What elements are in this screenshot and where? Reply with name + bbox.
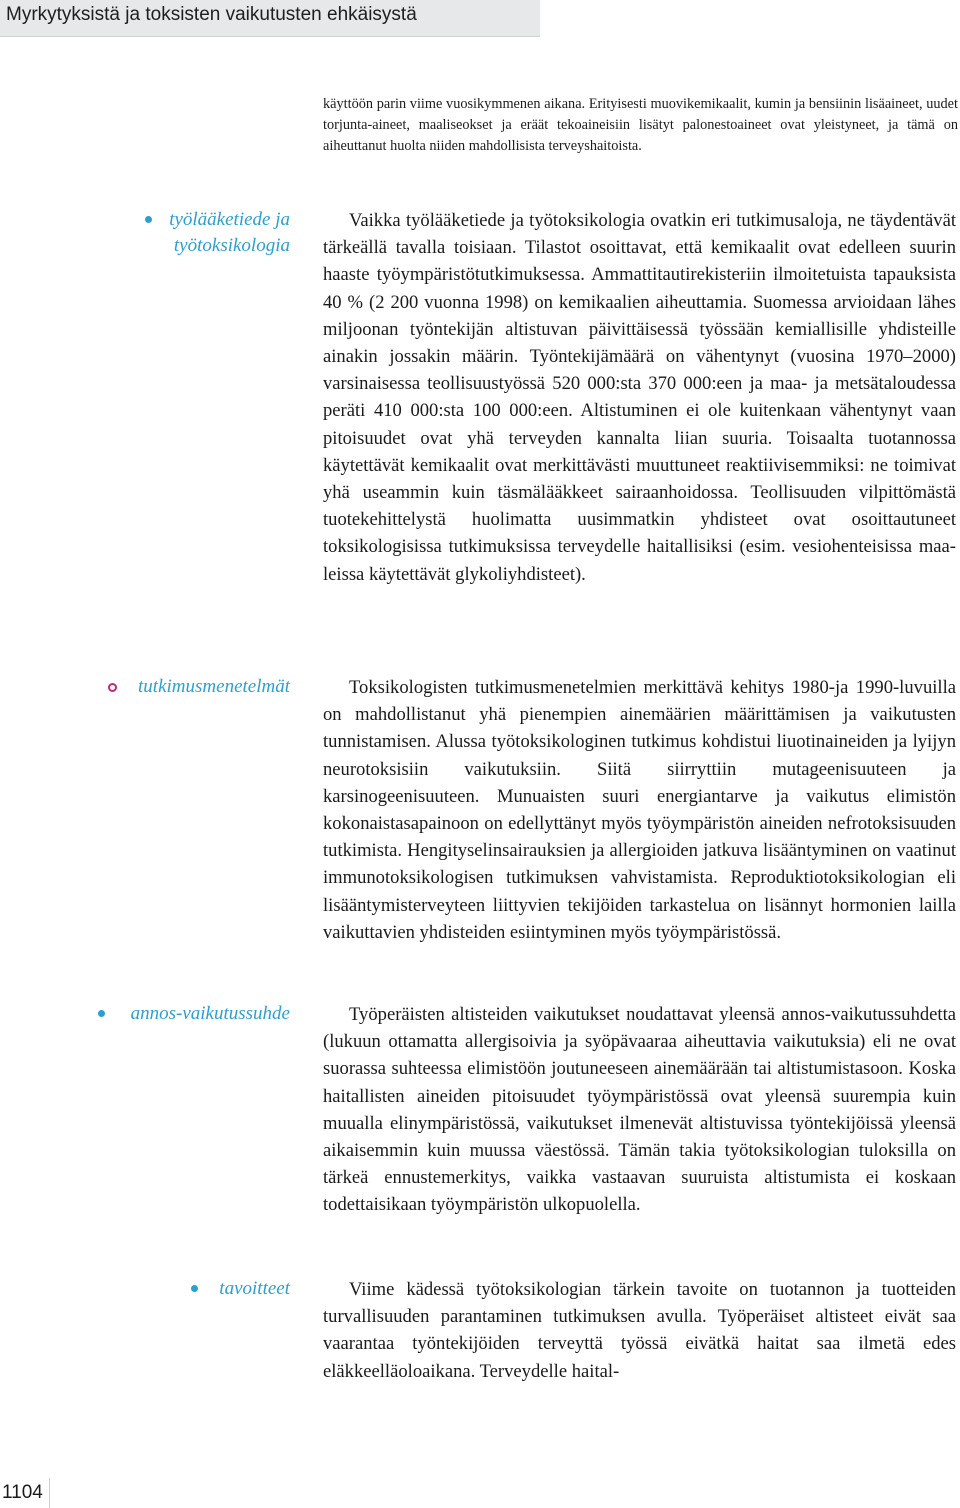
bullet-icon [191,1285,198,1292]
body-paragraph: Toksikologisten tutkimusmenetelmien merkittävä kehitys 1980-ja 1990-luvuilla on mahdollistanut yhä pienempien ainemäärien määrittämisen ja vaikutusten tunnistamisen. Alussa työtoksikologinen tutkimus kohdistui liuotinaineiden ja lyijyn neurotoksisiin vaikutuksiin. Siitä siirryttiin mutageenisuuteen ja karsinogeenisuuteen. Munuaisten suuri energiantarve ja vaikutus elimistön kokonaistasapainoon on edellyttänyt myös työympäristön aineiden nefrotoksisuuden tutkimista. Hengityselinsairauksien ja allergioiden jatkuva lisääntyminen on vaatinut immunotoksikologisen tutkimuksen vahvistamista. Reproduktiotoksikologian eli lisääntymisterveyteen liittyvien tekijöiden tarkastelua on lisännyt hormonien lailla vaikuttavien yhdisteiden esiintyminen myös työympäristössä. [323,677,956,943]
side-note-occupational-medicine [169,207,290,259]
bullet-icon [98,1010,105,1017]
side-note-goals [219,1276,290,1302]
side-note-line: annos-vaikutussuhde [130,1003,290,1024]
side-note-line: tavoitteet [219,1278,290,1299]
side-note-line: työtoksikologia [173,235,290,256]
intro-paragraph: käyttöön parin viime vuosikymmenen aikana. Erityisesti muovikemikaalit, kumin ja bensiinin lisäaineet, uudet torjunta-aineet, maaliseokset ja eräät tekoaineisiin lisätyt palonestoaineet ovat yleistyneet, ja tämä on aiheuttanut huolta niiden mahdollisista terveyshaitoista. [323,96,958,154]
body-paragraph: Työperäisten altisteiden vaikutukset noudattavat yleensä annos-vaikutussuhdetta (lukuun ottamatta allergisoivia ja syöpävaaraa aiheuttavia vaikutuksia) eli ne ovat suorassa suhteessa elimistöön joutuneeseen ainemäärään tai altistumistasoon. Koska haitallisten aineiden pitoisuudet työympäristössä ovat yleensä suurempia kuin muualla elinympäristössä, vaikutukset ilmenevät altistuvissa työntekijöissä yleensä aikaisemmin kuin muussa väestössä. Tämän takia työtoksikologian tuloksilla on tärkeä ennustemerkitys, vaikka vastaavan suuruista altistumista ei koskaan todettaisikaan työympäristön ulkopuolella. [323,1004,956,1216]
body-paragraph: Viime kädessä työtoksikologian tärkein tavoite on tuotannon ja tuotteiden turvallisuuden parantaminen tutkimuksen avulla. Työperäiset altisteet eivät saa vaarantaa työntekijöiden terveyttä työssä eivätkä haitat saa ilmetä edes eläkkeelläoloaikana. Terveydelle haital- [323,1279,956,1382]
bullet-icon [145,216,152,223]
side-note-research-methods [138,674,290,700]
document-title: Myrkytyksistä ja toksisten vaikutusten ehkäisystä [6,4,417,25]
side-note-line: tutkimusmenetelmät [138,676,290,697]
page-header [0,0,540,37]
side-note-line: työlääketiede ja [169,209,290,230]
side-note-dose-response [131,1001,290,1027]
body-paragraph: Vaikka työlääketiede ja työtoksikologia ovatkin eri tutkimusaloja, ne täydentävät tärkeällä tavalla toisiaan. Tilastot osoittavat, että kemikaalit ovat edelleen suurin haaste työympäristötutkimuksessa. Ammattitautirekisteriin ilmoitetuista tapauksista 40 % (2 200 vuonna 1998) on kemikaalien aiheuttamia. Suomessa arvioidaan lähes miljoonan työntekijän altistuvan päivittäisessä työssään kemiallisille yhdisteille ainakin jossakin määrin. Työntekijämäärä on vähentynyt (vuosina 1970–2000) varsinaisessa teollisuustyössä 520 000:sta 370 000:een ja maa- ja metsätaloudessa peräti 410 000:sta 100 000:een. Altistuminen ei ole kuitenkaan vähentynyt vaan pitoisuudet ovat yhä terveyden kannalta liian suuria. Toisaalta tuotannossa käytettävät kemikaalit ovat merkittävästi muuttuneet reaktiivisemmiksi: ne toimivat yhä useammin kuin täsmälääkkeet sairaanhoidossa. Teollisuuden vilpittömästä tuotekehittelystä huolimatta uusimmatkin yhdisteet ovat osoittautuneet toksikologisissa tutkimuksissa terveydelle haitallisiksi (esim. vesiohenteisissa maaleissa käytettävät glykoliyhdisteet). [323,210,956,585]
hollow-bullet-icon [108,683,117,692]
page-number: 1104 [0,1478,50,1508]
